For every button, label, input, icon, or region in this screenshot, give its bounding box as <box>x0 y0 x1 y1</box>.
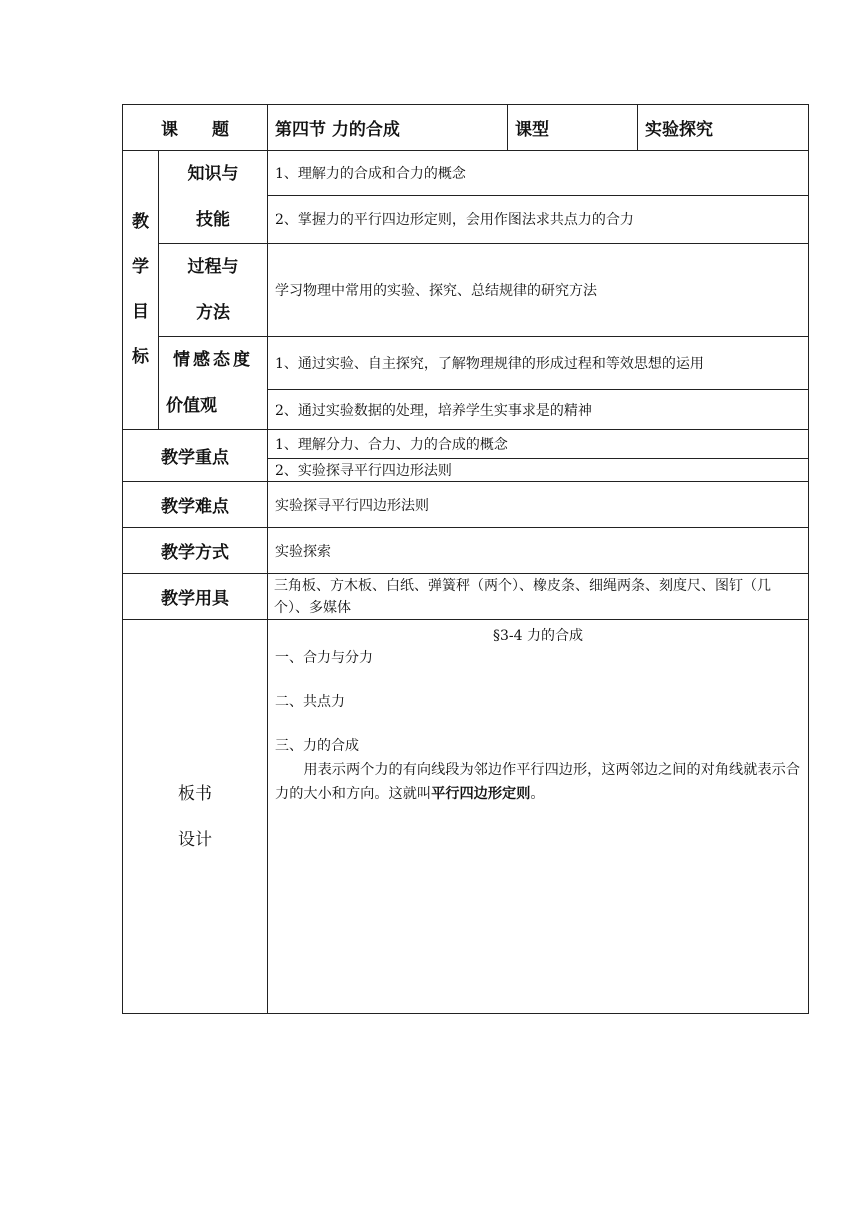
objectives-group-label <box>123 151 159 430</box>
emotion-label-line: 价值观 <box>166 396 217 416</box>
board-label-line: 设计 <box>178 829 212 850</box>
objectives-char: 标 <box>132 347 149 367</box>
difficulty-label: 教学难点 <box>123 482 268 528</box>
process-label <box>159 244 268 337</box>
tools-value: 三角板、方木板、白纸、弹簧秤（两个）、橡皮条、细绳两条、刻度尺、图钉（几个）、多媒体 <box>268 574 809 620</box>
board-paragraph-text: 用表示两个力的有向线段为邻边作平行四边形，这两邻边之间的对角线就表示合力的大小和方向。这就叫 <box>275 762 800 802</box>
lesson-type-label: 课型 <box>508 105 638 151</box>
board-paragraph-bold: 平行四边形定则 <box>431 786 531 802</box>
board-paragraph <box>275 758 801 806</box>
process-label-line: 过程与 <box>187 257 239 277</box>
method-value: 实验探索 <box>268 528 809 574</box>
board-label-line: 板书 <box>178 783 212 804</box>
process-item: 学习物理中常用的实验、探究、总结规律的研究方法 <box>268 244 809 337</box>
knowledge-item: 1、理解力的合成和合力的概念 <box>268 151 809 196</box>
tools-label: 教学用具 <box>123 574 268 620</box>
emotion-label-line: 情感态度 <box>173 350 253 370</box>
knowledge-label-line: 技能 <box>196 210 230 230</box>
topic-label: 课 题 <box>123 105 268 151</box>
topic-value: 第四节 力的合成 <box>268 105 508 151</box>
emotion-item: 1、通过实验、自主探究，了解物理规律的形成过程和等效思想的运用 <box>268 337 809 390</box>
lesson-plan-table <box>122 104 809 1014</box>
key-point-item: 1、理解分力、合力、力的合成的概念 <box>268 430 809 459</box>
board-section-2: 二、共点力 <box>275 694 345 710</box>
board-content <box>268 620 809 1014</box>
objectives-char: 学 <box>132 257 149 277</box>
objectives-char: 教 <box>132 212 149 232</box>
key-point-item: 2、实验探寻平行四边形法则 <box>268 459 809 482</box>
method-label: 教学方式 <box>123 528 268 574</box>
header-row <box>123 105 809 151</box>
knowledge-item: 2、掌握力的平行四边形定则，会用作图法求共点力的合力 <box>268 195 809 243</box>
knowledge-label-line: 知识与 <box>187 164 239 184</box>
lesson-type-value: 实验探究 <box>638 105 809 151</box>
board-label <box>123 620 268 1014</box>
board-paragraph-end: 。 <box>530 786 545 802</box>
key-points-label: 教学重点 <box>123 430 268 482</box>
board-section-1: 一、合力与分力 <box>275 650 373 666</box>
process-label-line: 方法 <box>196 303 230 323</box>
board-section-3: 三、力的合成 <box>275 738 359 754</box>
emotion-item: 2、通过实验数据的处理，培养学生实事求是的精神 <box>268 390 809 430</box>
emotion-label <box>159 337 268 430</box>
difficulty-value: 实验探寻平行四边形法则 <box>268 482 809 528</box>
board-title: §3-4 力的合成 <box>493 628 583 644</box>
knowledge-label <box>159 151 268 244</box>
objectives-char: 目 <box>132 302 149 322</box>
